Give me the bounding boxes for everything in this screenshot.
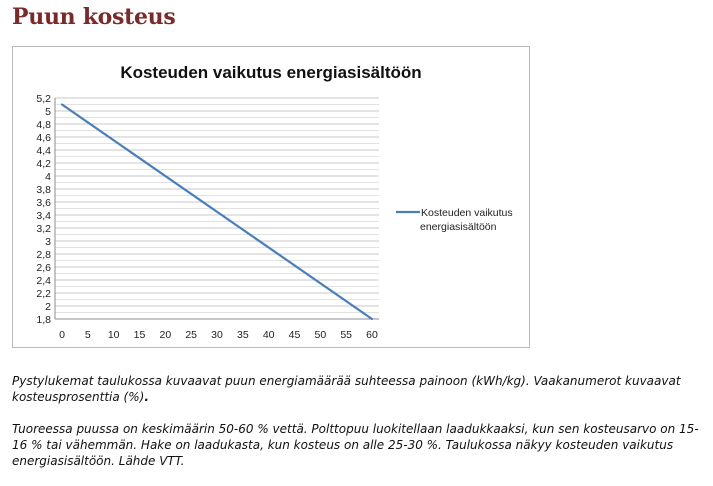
x-tick-label: 60 (366, 329, 378, 341)
x-tick-label: 25 (185, 329, 198, 341)
grid-layer (55, 98, 379, 319)
y-tick-label: 2,4 (36, 275, 51, 287)
y-tick-label: 3 (45, 236, 51, 248)
x-tick-label: 15 (133, 329, 146, 341)
y-tick-label: 4,4 (36, 145, 51, 157)
legend-label: energiasisältöön (420, 221, 497, 233)
y-tick-label: 4 (45, 171, 51, 183)
x-tick-label: 20 (159, 329, 172, 341)
y-tick-label: 3,4 (36, 210, 51, 222)
y-tick-label: 1,8 (36, 314, 51, 326)
x-tick-label: 0 (59, 329, 65, 341)
y-tick-label: 4,6 (36, 132, 51, 144)
y-tick-label: 5 (45, 106, 51, 118)
x-tick-label: 40 (262, 329, 275, 341)
y-tick-label: 2,8 (36, 249, 51, 261)
x-tick-label: 55 (340, 329, 353, 341)
y-tick-label: 3,8 (36, 184, 51, 196)
legend-label: Kosteuden vaikutus (421, 207, 513, 219)
caption-axes-explanation (12, 373, 707, 405)
x-tick-label: 30 (211, 329, 223, 341)
y-tick-label: 2,6 (36, 262, 51, 274)
chart-frame (12, 46, 530, 348)
y-tick-label: 2,2 (36, 288, 51, 300)
y-tick-label: 4,8 (36, 119, 51, 131)
legend (396, 207, 513, 233)
y-tick-label: 3,2 (36, 223, 51, 235)
caption-axes-text: Pystylukemat taulukossa kuvaavat puun energiamäärää suhteessa painoon (kWh/kg). Vaakanumerot kuvaavat kosteusprosenttia (%) (12, 374, 681, 404)
x-tick-label: 50 (314, 329, 327, 341)
caption-axes-period: . (144, 390, 149, 404)
y-tick-label: 5,2 (36, 93, 51, 105)
x-tick-label: 45 (288, 329, 301, 341)
y-tick-label: 2 (45, 301, 51, 313)
y-tick-labels (36, 93, 51, 326)
chart-svg (13, 47, 529, 347)
x-tick-label: 5 (84, 329, 91, 341)
x-tick-labels (59, 329, 378, 341)
x-tick-label: 35 (236, 329, 249, 341)
y-tick-label: 4,2 (36, 158, 51, 170)
x-tick-label: 10 (107, 329, 120, 341)
caption-moisture-info: Tuoreessa puussa on keskimäärin 50-60 % vettä. Polttopuu luokitellaan laadukkaaksi, kun sen kosteusarvo on 15-16 % tai vähemmän. Hake on laadukasta, kun kosteus on alle 25-30 %. Taulukossa näkyy kosteuden vaikutus energiasisältöön. Lähde VTT. (12, 422, 699, 468)
y-tick-label: 3,6 (36, 197, 51, 209)
page-title: Puun kosteus (12, 4, 176, 30)
chart-title: Kosteuden vaikutus energiasisältöön (120, 63, 422, 82)
